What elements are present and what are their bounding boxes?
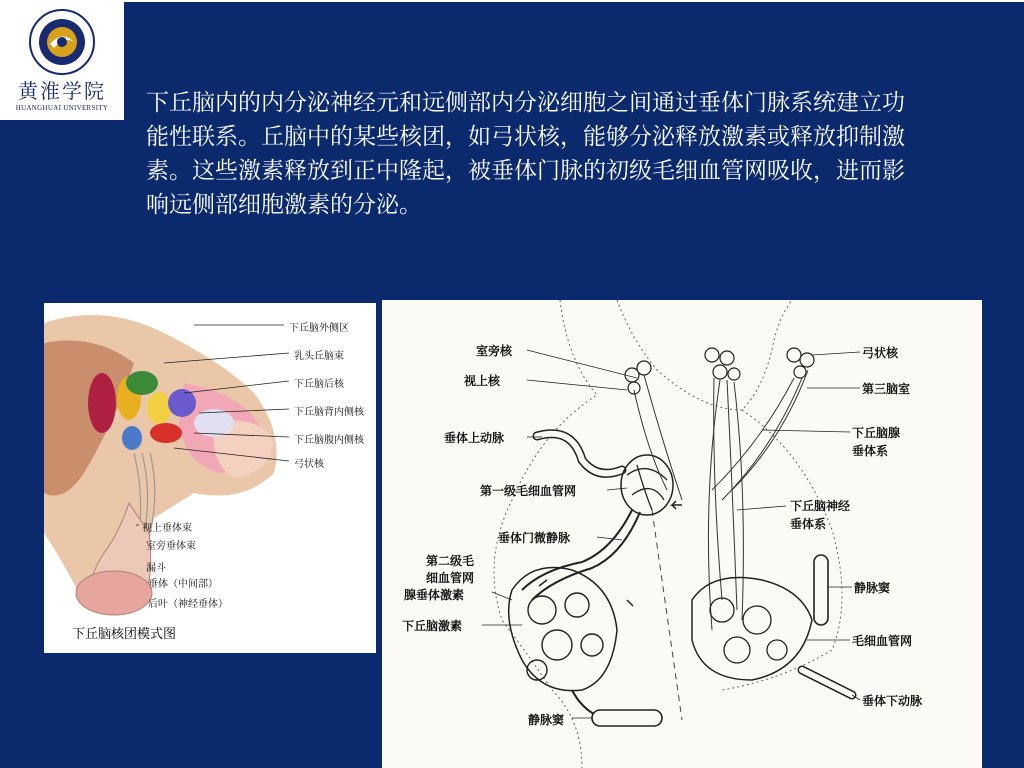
figure-caption: 下丘脑核团模式图: [72, 627, 177, 642]
label-third-ventricle: 第三脑室: [862, 382, 911, 396]
portal-system-figure: [382, 300, 982, 768]
label-venous-sinus-bottom: 静脉窦: [528, 713, 565, 727]
label-hypophyseal-portal-venule: 垂体门微静脉: [498, 531, 571, 545]
label-supraoptic-hypophyseal-tract: 视上垂体束: [142, 523, 192, 534]
label-arcuate-nucleus: 弓状核: [294, 459, 324, 470]
label-ventromedial-nucleus: 下丘脑腹内侧核: [294, 435, 364, 446]
label-dorsomedial-nucleus: 下丘脑背内侧核: [294, 407, 364, 418]
label-hypothalamic-hormone: 下丘脑激素: [402, 619, 463, 633]
label-capillary-network: 毛细血管网: [852, 634, 913, 648]
label-posterior-lobe: 后叶（神经垂体）: [148, 599, 228, 610]
label-venous-sinus-right: 静脉窦: [854, 581, 891, 595]
university-seal-icon: [28, 8, 96, 76]
label-tuberohypophyseal-1: 下丘脑腺: [852, 426, 901, 440]
logo-panel: [0, 0, 124, 120]
label-pars-intermedia: 垂体（中间部）: [148, 579, 218, 590]
label-secondary-capillary-2: 细血管网: [426, 571, 475, 585]
label-secondary-capillary-1: 第二级毛: [426, 554, 475, 568]
label-superior-hypophyseal-artery: 垂体上动脉: [444, 431, 505, 445]
label-paraventricular-nucleus: 室旁核: [476, 344, 513, 358]
label-primary-capillary-plexus: 第一级毛细血管网: [480, 484, 577, 498]
label-posterior-nucleus: 下丘脑后核: [294, 379, 344, 390]
label-arcuate-nucleus-right: 弓状核: [862, 346, 899, 360]
university-name: [6, 80, 118, 112]
label-paraventricular-hypophyseal-tract: 室旁垂体束: [146, 541, 196, 552]
label-hypothalamo-neurohypophyseal-2: 垂体系: [790, 517, 827, 531]
label-tuberohypophyseal-2: 垂体系: [852, 444, 889, 458]
label-infundibulum: 漏斗: [146, 563, 166, 574]
slide-paragraph: 下丘脑内的内分泌神经元和远侧部内分泌细胞之间通过垂体门脉系统建立功能性联系。丘脑中的某些核团，如弓状核，能够分泌释放激素或释放抑制激素。这些激素释放到正中隆起，被垂体门脉的初级毛细血管网吸收，进而影响远侧部细胞激素的分泌。: [146, 90, 905, 218]
label-inferior-hypophyseal-artery: 垂体下动脉: [862, 694, 923, 708]
top-divider: [124, 0, 1024, 2]
university-name-cn: 黄淮学院: [18, 79, 106, 103]
university-name-en: HUANGHUAI UNIVERSITY: [15, 104, 109, 112]
label-lateral-hypothalamic-area: 下丘脑外侧区: [289, 323, 349, 334]
label-mammillothalamic-tract: 乳头丘脑束: [294, 351, 344, 362]
label-supraoptic-nucleus: 视上核: [464, 374, 501, 388]
label-adenohypophysis-hormone: 腺垂体激素: [404, 588, 465, 602]
hypothalamus-nuclei-figure: [44, 303, 376, 653]
label-hypothalamo-neurohypophyseal-1: 下丘脑神经: [790, 499, 851, 513]
